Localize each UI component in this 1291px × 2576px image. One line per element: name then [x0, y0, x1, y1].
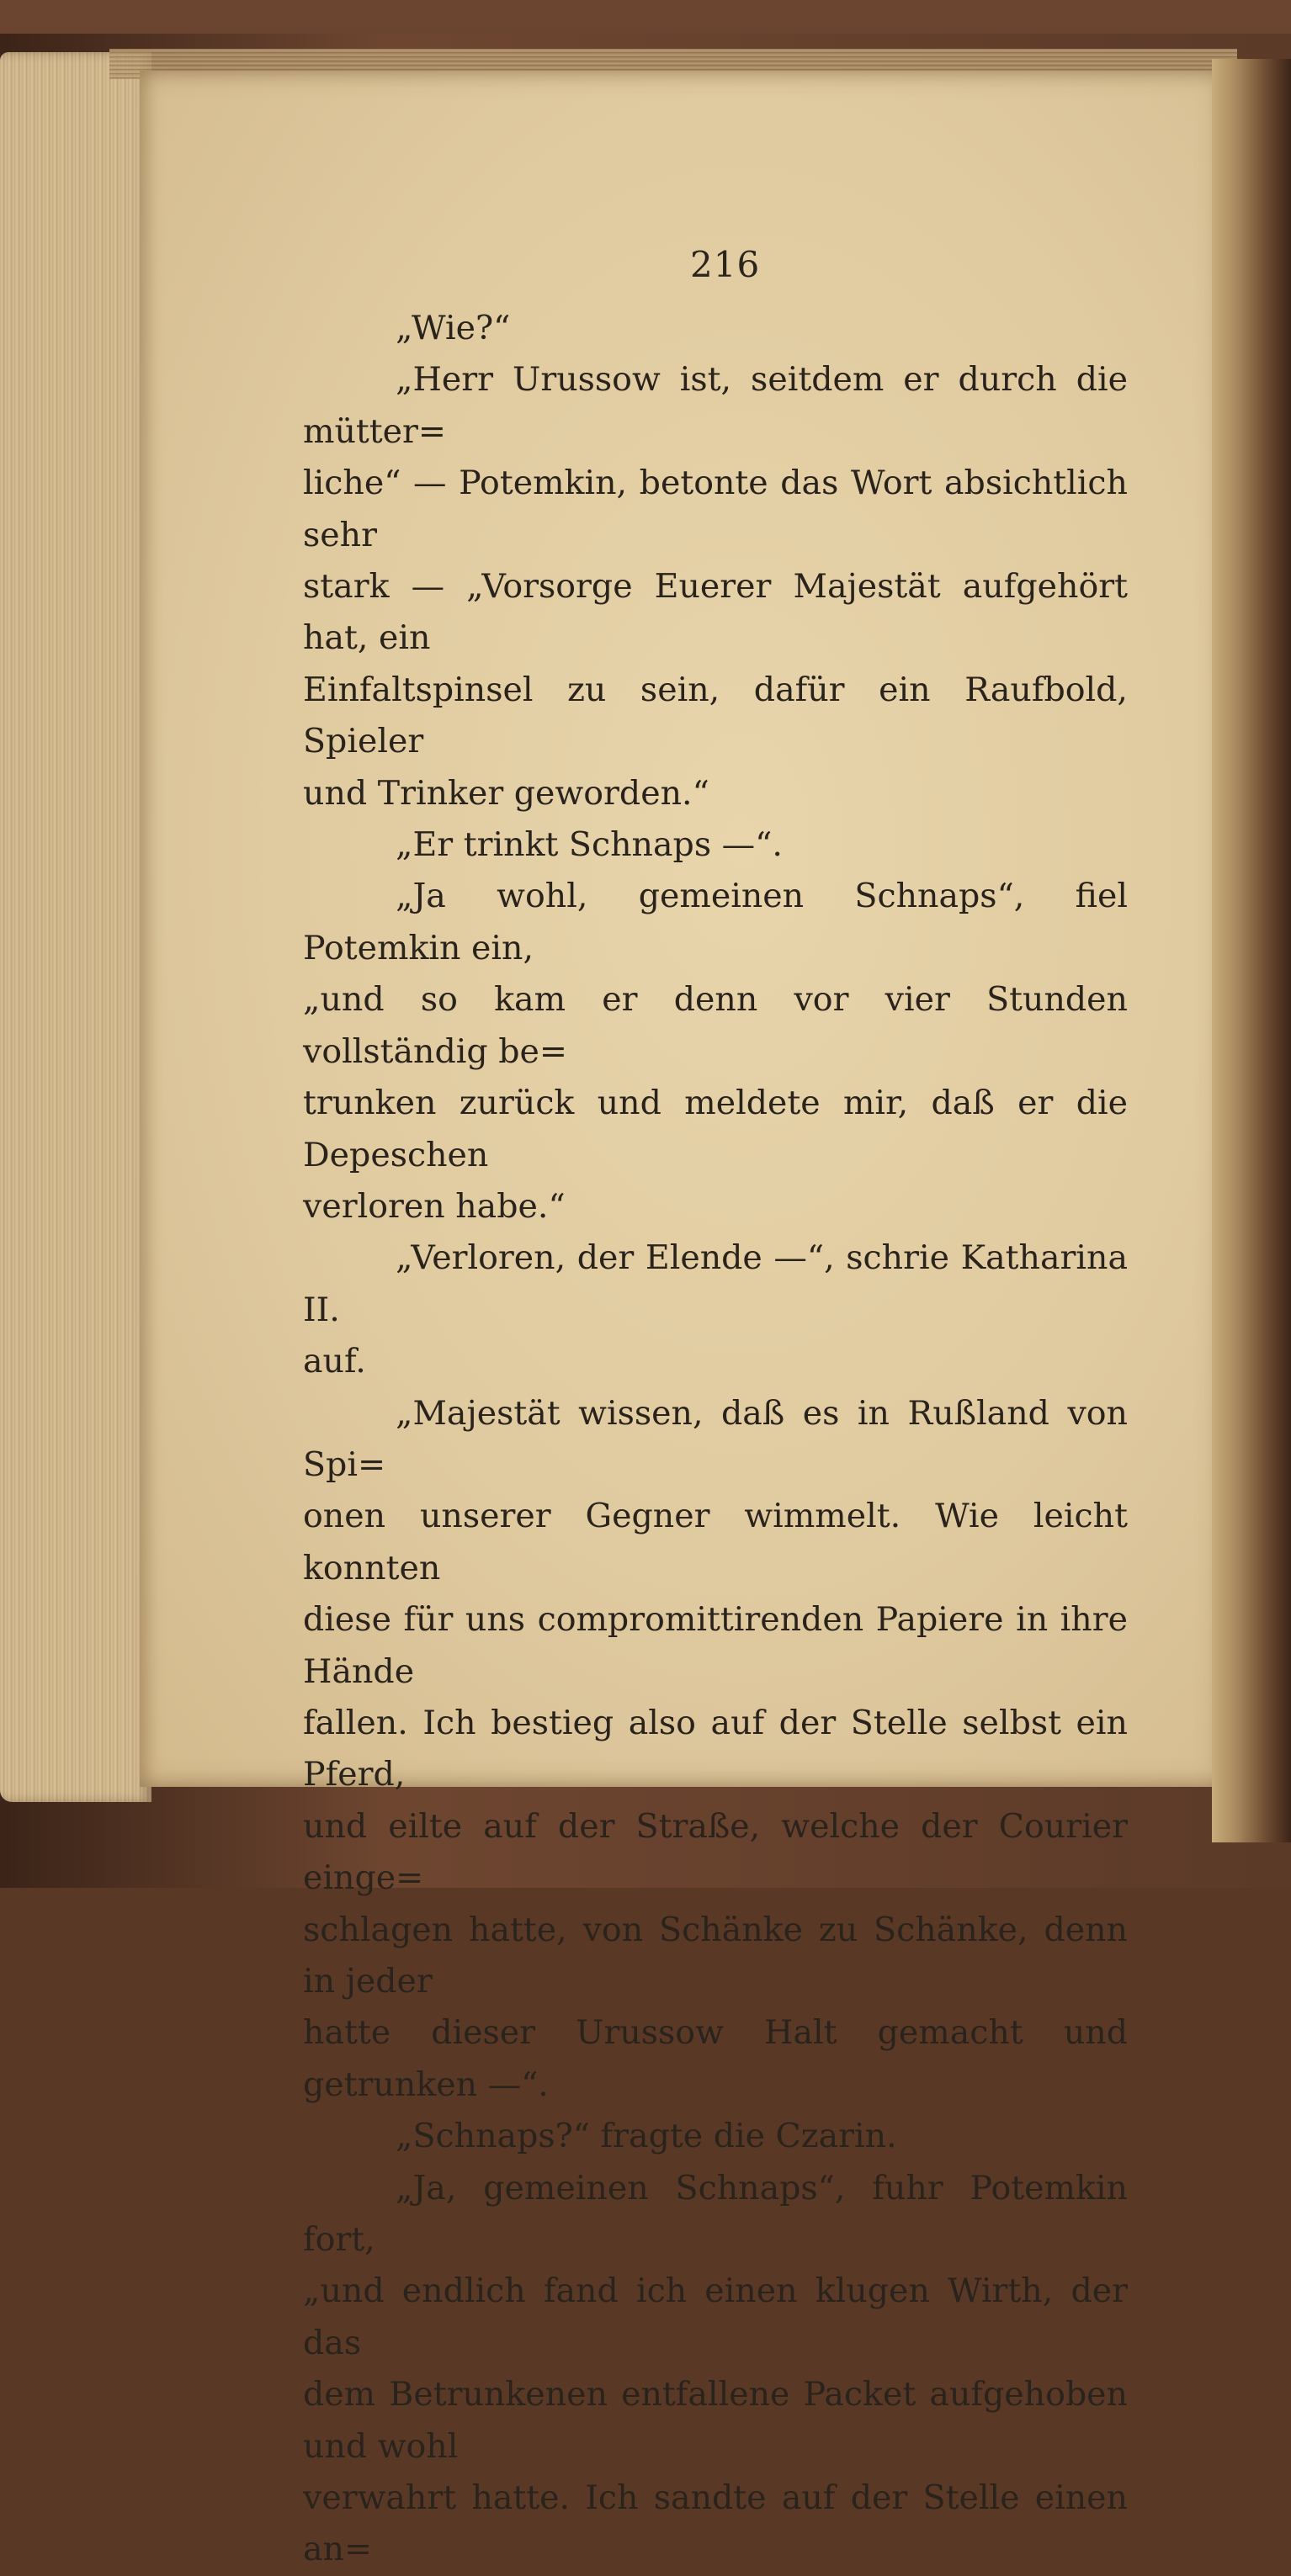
text-line: und eilte auf der Straße, welche der Courier einge= [303, 1806, 1128, 1898]
text-line: diese für uns compromittirenden Papiere in ihre Hände [303, 1600, 1128, 1691]
text-line: liche“ — Potemkin, betonte das Wort absichtlich sehr [303, 464, 1128, 554]
text-line: „und so kam er denn vor vier Stunden vollständig be= [303, 980, 1128, 1071]
text-line: „und endlich fand ich einen klugen Wirth, der das [303, 2271, 1128, 2362]
text-line: stark — „Vorsorge Euerer Majestät aufgehört hat, ein [303, 567, 1128, 658]
text-line: „Schnaps?“ fragte die Czarin. [396, 2117, 897, 2156]
text-line: auf. [303, 1342, 366, 1381]
text-line: „Herr Urussow ist, seitdem er durch die mütter= [303, 360, 1128, 451]
page-text [303, 303, 1128, 2576]
book-binding [1212, 59, 1291, 1842]
text-line: „Verloren, der Elende —“, schrie Katharina II. [303, 1238, 1128, 1329]
text-line: Einfaltspinsel zu sein, dafür ein Raufbold, Spieler [303, 670, 1128, 761]
text-line: verwahrt hatte. Ich sandte auf der Stelle einen an= [303, 2478, 1128, 2569]
text-line: „Ja, gemeinen Schnaps“, fuhr Potemkin fort, [303, 2168, 1128, 2260]
text-line: „Wie?“ [396, 309, 511, 347]
text-line: trunken zurück und meldete mir, daß er die Depeschen [303, 1084, 1128, 1174]
text-line: verloren habe.“ [303, 1186, 566, 1226]
text-line: „Ja wohl, gemeinen Schnaps“, fiel Potemkin ein, [303, 877, 1128, 967]
text-line: schlagen hatte, von Schänke zu Schänke, denn in jeder [303, 1910, 1128, 2001]
text-line: onen unserer Gegner wimmelt. Wie leicht konnten [303, 1497, 1128, 1587]
text-line: und Trinker geworden.“ [303, 773, 709, 813]
page-edges [0, 52, 151, 1802]
text-line: „Er trinkt Schnaps —“. [396, 825, 783, 865]
text-line: dem Betrunkenen entfallene Packet aufgehoben und wohl [303, 2375, 1128, 2466]
text-line: fallen. Ich bestieg also auf der Stelle selbst ein Pferd, [303, 1703, 1128, 1794]
text-line: „Majestät wissen, daß es in Rußland von Spi= [303, 1393, 1128, 1484]
text-line: hatte dieser Urussow Halt gemacht und getrunken —“. [303, 2013, 1128, 2104]
page-number: 216 [690, 244, 761, 285]
